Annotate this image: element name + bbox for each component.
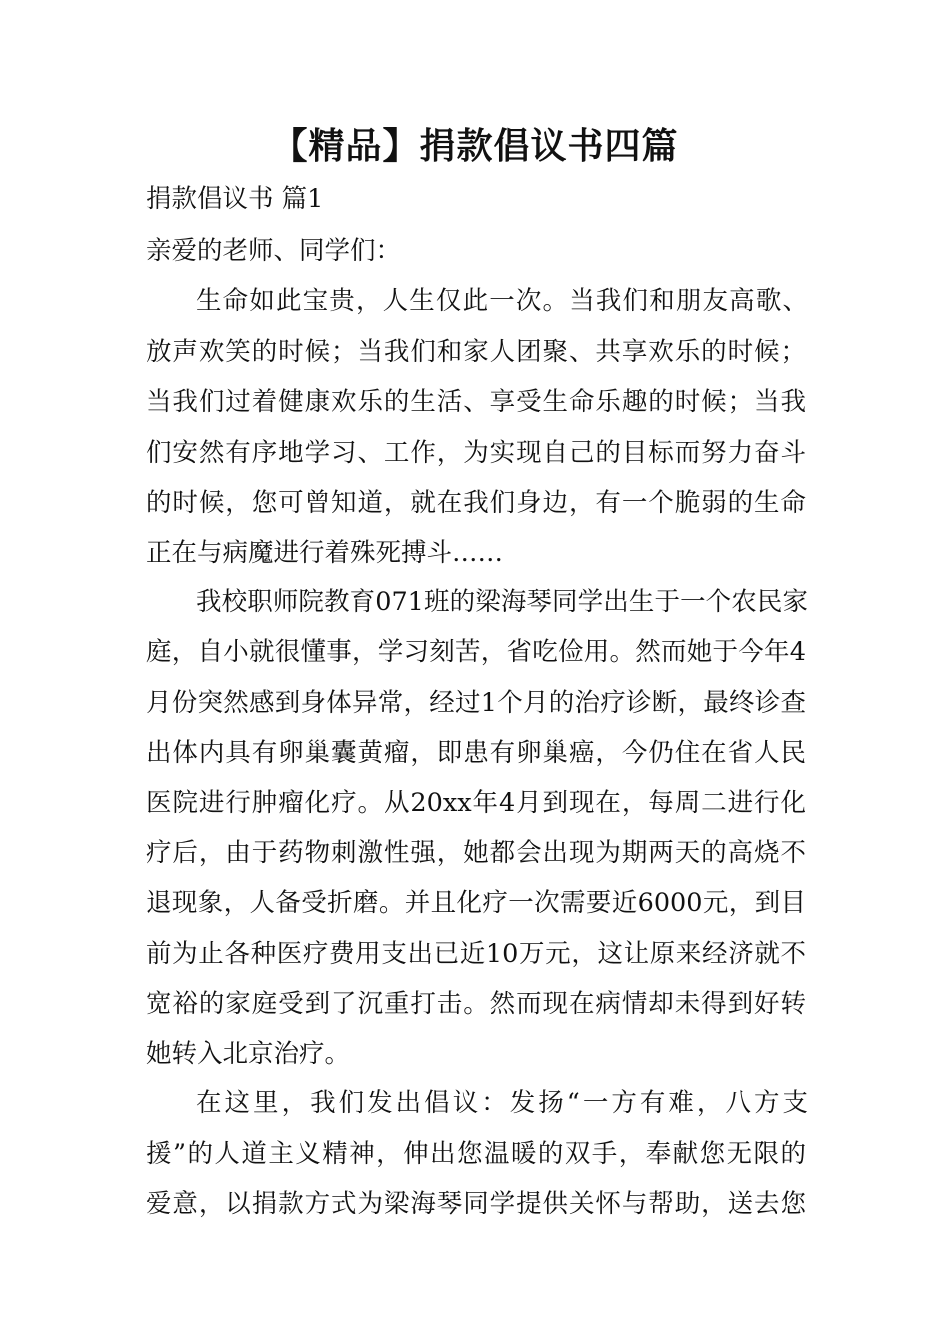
paragraph-line: 前为止各种医疗费用支出已近10万元，这让原来经济就不 <box>146 939 806 969</box>
document-title: 【精品】捐款倡议书四篇 <box>271 126 679 167</box>
paragraph-line: 医院进行肿瘤化疗。从20xx年4月到现在，每周二进行化 <box>146 788 806 818</box>
paragraph-line: 疗后，由于药物刺激性强，她都会出现为期两天的高烧不 <box>146 838 806 868</box>
paragraph-line: 生命如此宝贵，人生仅此一次。当我们和朋友高歌、 <box>196 286 808 316</box>
paragraph-line: 的时候，您可曾知道，就在我们身边，有一个脆弱的生命 <box>146 488 806 518</box>
paragraph-line: 放声欢笑的时候；当我们和家人团聚、共享欢乐的时候； <box>146 337 806 367</box>
section-heading: 捐款倡议书 篇1 <box>146 184 324 214</box>
paragraph-line: 在这里，我们发出倡议：发扬“一方有难，八方支 <box>196 1088 808 1118</box>
paragraph-line: 宽裕的家庭受到了沉重打击。然而现在病情却未得到好转 <box>146 989 806 1019</box>
paragraph-line: 爱意，以捐款方式为梁海琴同学提供关怀与帮助，送去您 <box>146 1189 806 1219</box>
paragraph-line: 她转入北京治疗。 <box>146 1039 351 1069</box>
paragraph-line: 我校职师院教育071班的梁海琴同学出生于一个农民家 <box>196 587 808 617</box>
paragraph-line: 们安然有序地学习、工作，为实现自己的目标而努力奋斗 <box>146 438 806 468</box>
paragraph-line: 庭，自小就很懂事，学习刻苦，省吃俭用。然而她于今年4 <box>146 637 806 667</box>
paragraph-line: 当我们过着健康欢乐的生活、享受生命乐趣的时候；当我 <box>146 387 806 417</box>
paragraph-line: 月份突然感到身体异常，经过1个月的治疗诊断，最终诊查 <box>146 688 806 718</box>
salutation: 亲爱的老师、同学们： <box>146 236 402 266</box>
paragraph-line: 退现象，人备受折磨。并且化疗一次需要近6000元，到目 <box>146 888 806 918</box>
paragraph-line: 出体内具有卵巢囊黄瘤，即患有卵巢癌，今仍住在省人民 <box>146 738 806 768</box>
paragraph-line: 援”的人道主义精神，伸出您温暖的双手，奉献您无限的 <box>146 1139 806 1169</box>
paragraph-line: 正在与病魔进行着殊死搏斗…… <box>146 538 504 568</box>
